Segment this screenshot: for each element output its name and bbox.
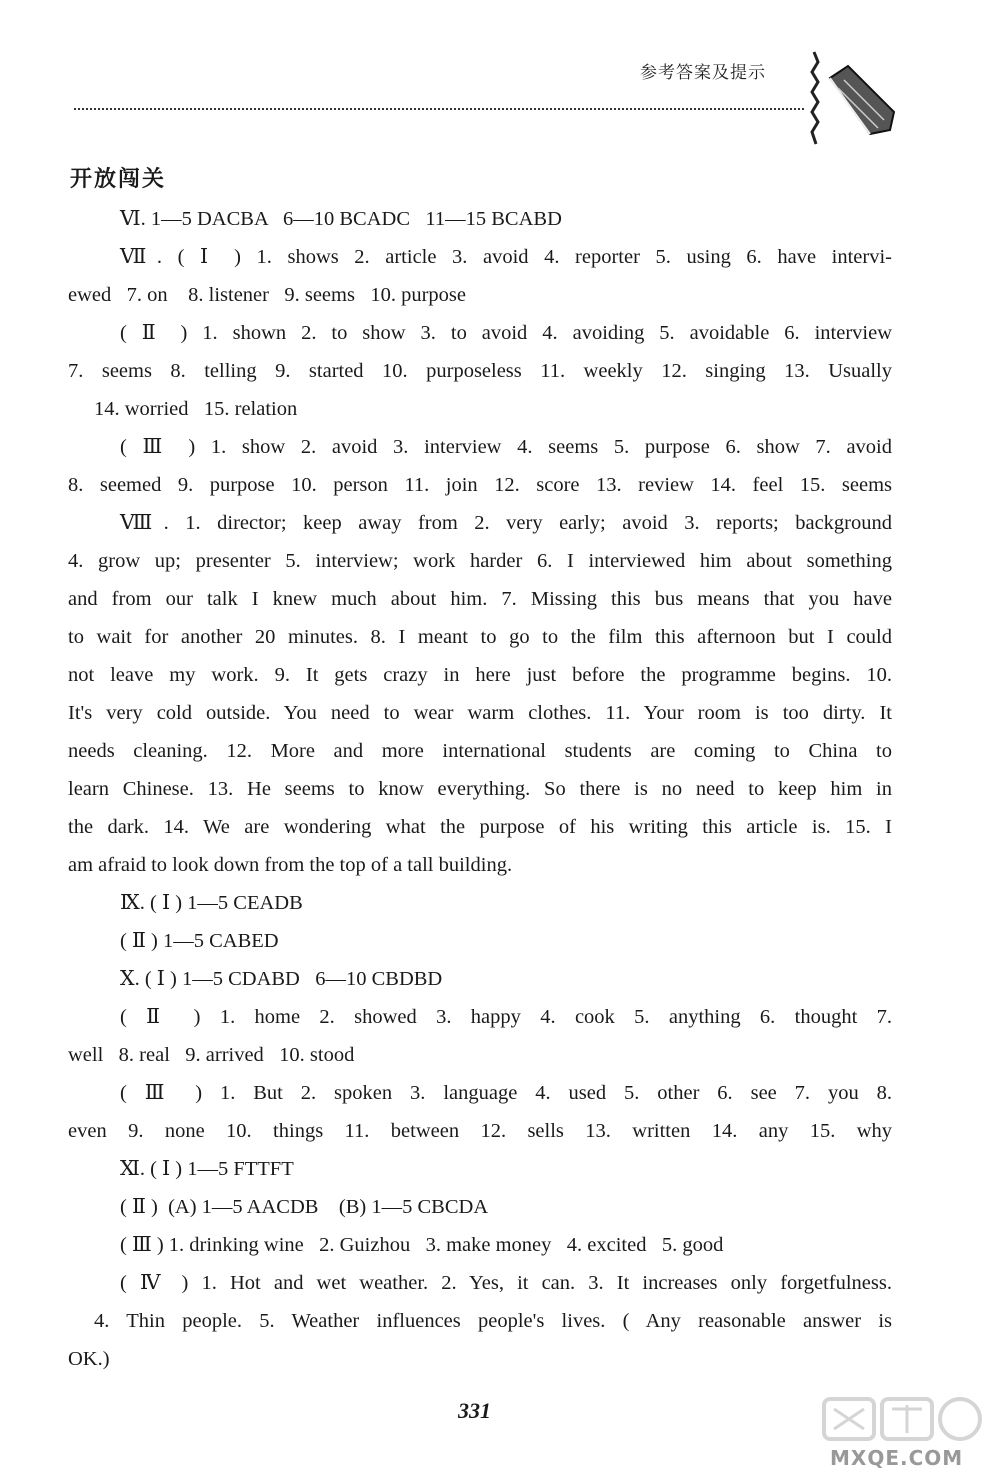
header-title: 参考答案及提示 [640,63,766,83]
answer-line: 4. Thin people. 5. Weather influences people's lives. ( Any reasonable answer is [94,1310,892,1332]
answer-line: learn Chinese. 13. He seems to know everything. So there is no need to keep him in [68,778,892,800]
watermark-text: MXQE.COM [830,1446,964,1470]
answer-line: needs cleaning. 12. More and more international students are coming to China to [68,740,892,762]
answer-line: and from our talk I knew much about him. 7. Missing this bus means that you have [68,588,892,610]
answer-line: the dark. 14. We are wondering what the purpose of his writing this article is. 15. I [68,816,892,838]
answer-line: ( Ⅱ ) 1. home 2. showed 3. happy 4. cook 5. anything 6. thought 7. [120,1006,892,1028]
answer-line: ewed 7. on 8. listener 9. seems 10. purpose [68,284,466,306]
answer-line: Ⅸ. ( Ⅰ ) 1—5 CEADB [120,892,303,914]
answer-line: OK.) [68,1348,110,1370]
page-number: 331 [458,1398,491,1423]
answer-body [68,200,892,1378]
header-dotted-rule [74,108,804,110]
answer-line: ( Ⅱ ) 1. shown 2. to show 3. to avoid 4. avoiding 5. avoidable 6. interview [120,322,892,344]
arrow-ornament-icon [808,48,903,148]
answer-line: It's very cold outside. You need to wear warm clothes. 11. Your room is too dirty. It [68,702,892,724]
answer-line: ( Ⅲ ) 1. show 2. avoid 3. interview 4. seems 5. purpose 6. show 7. avoid [120,436,892,458]
answer-line: well 8. real 9. arrived 10. stood [68,1044,355,1066]
answer-line: Ⅶ. ( Ⅰ ) 1. shows 2. article 3. avoid 4. reporter 5. using 6. have intervi- [120,246,892,268]
answer-line: 7. seems 8. telling 9. started 10. purposeless 11. weekly 12. singing 13. Usually [68,360,892,382]
answer-line: ( Ⅱ ) (A) 1—5 AACDB (B) 1—5 CBCDA [120,1196,489,1218]
answer-line: Ⅹ. ( Ⅰ ) 1—5 CDABD 6—10 CBDBD [120,968,443,990]
answer-line: ( Ⅲ ) 1. drinking wine 2. Guizhou 3. make money 4. excited 5. good [120,1234,724,1256]
answer-line: Ⅺ. ( Ⅰ ) 1—5 FTTFT [120,1158,294,1180]
answer-line: 4. grow up; presenter 5. interview; work harder 6. I interviewed him about something [68,550,892,572]
answer-line: 14. worried 15. relation [94,398,298,420]
answer-line: ( Ⅳ ) 1. Hot and wet weather. 2. Yes, it can. 3. It increases only forgetfulness. [120,1272,892,1294]
answer-line: 8. seemed 9. purpose 10. person 11. join 12. score 13. review 14. feel 15. seems [68,474,892,496]
answer-line: to wait for another 20 minutes. 8. I meant to go to the film this afternoon but I could [68,626,892,648]
answer-line: Ⅷ. 1. director; keep away from 2. very early; avoid 3. reports; background [120,512,892,534]
answer-line: even 9. none 10. things 11. between 12. sells 13. written 14. any 15. why [68,1120,892,1142]
answer-line: ( Ⅱ ) 1—5 CABED [120,930,279,952]
answer-line: ( Ⅲ ) 1. But 2. spoken 3. language 4. used 5. other 6. see 7. you 8. [120,1082,892,1104]
answer-line: not leave my work. 9. It gets crazy in here just before the programme begins. 10. [68,664,892,686]
answer-line: Ⅵ. 1—5 DACBA 6—10 BCADC 11—15 BCABD [120,208,562,230]
section-heading: 开放闯关 [70,167,167,192]
answer-line: am afraid to look down from the top of a tall building. [68,854,513,876]
